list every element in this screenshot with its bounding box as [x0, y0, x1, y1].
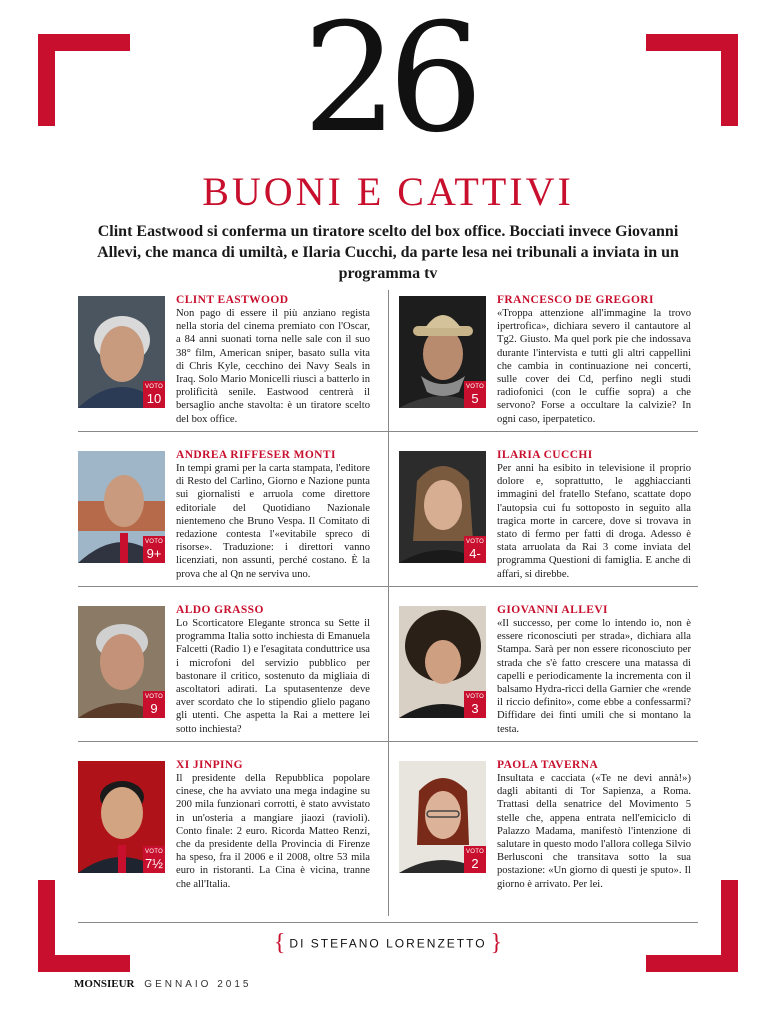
- entry-body: In tempi grami per la carta stampata, l'editore di Resto del Carlino, Giorno e Nazione punta sui giornalisti e arruola come direttore editoriale del Quotidiano Nazionale nientemeno che Bruno Vespa. Il Comitato di redazione contesta l'«evitabile spreco di risorse». Traduzione: i direttori vanno licenziati, non assunti, perché costano. È la prova che al Qn ne serviva uno.: [176, 463, 370, 580]
- vote-badge: VOTO 9+: [143, 536, 165, 563]
- entry-name: ALDO GRASSO: [176, 604, 264, 616]
- brace-open: {: [273, 930, 286, 956]
- column-divider: [388, 290, 389, 916]
- author-credit: DI STEFANO LORENZETTO: [289, 936, 487, 951]
- entry-aldo-grasso: [78, 603, 368, 748]
- vote-badge: VOTO 10: [143, 381, 165, 408]
- vote-badge: VOTO 3: [464, 691, 486, 718]
- entry-francesco-de-gregori: [399, 293, 689, 438]
- entry-name: GIOVANNI ALLEVI: [497, 604, 608, 616]
- portrait-photo: [399, 761, 486, 873]
- brace-close: }: [490, 930, 503, 956]
- magazine-logo: MONSIEUR: [74, 978, 135, 990]
- portrait-photo: [78, 606, 165, 718]
- vote-badge: VOTO 2: [464, 846, 486, 873]
- portrait-photo: [78, 451, 165, 563]
- frame-corner-bottom-right-v: [721, 880, 738, 972]
- entry-body: Lo Scorticatore Elegante stronca su Sette il programma Italia sotto inchiesta di Emanuela Falcetti (Radio 1) e l'esagitata conduttrice usa i microfoni del servizio pubblico per bastonare il critico, sostenuto da migliaia di ascoltatori adirati. La sputasentenze deve aver scordato che lo stipendio glielo pagano gli utenti. Che aspetta la Rai a mettere lei sotto inchiesta?: [176, 618, 370, 735]
- entry-xi-jinping: [78, 758, 368, 903]
- vote-badge: VOTO 5: [464, 381, 486, 408]
- entry-name: ANDREA RIFFESER MONTI: [176, 449, 336, 461]
- portrait-photo: [399, 451, 486, 563]
- entry-andrea-riffeser-monti: [78, 448, 368, 593]
- byline: [0, 930, 776, 957]
- portrait-photo: [78, 761, 165, 873]
- portrait-photo: [78, 296, 165, 408]
- entry-ilaria-cucchi: [399, 448, 689, 593]
- page-title: BUONI E CATTIVI: [202, 169, 574, 214]
- byline-divider: [78, 922, 698, 923]
- entry-paola-taverna: [399, 758, 689, 903]
- entry-clint-eastwood: [78, 293, 368, 438]
- portrait-photo: [399, 296, 486, 408]
- entry-name: CLINT EASTWOOD: [176, 294, 289, 306]
- entry-body: Per anni ha esibito in televisione il proprio dolore e, soprattutto, le agghiaccianti immagini del fratello Stefano, scattate dopo l'autopsia cui fu sottoposto in seguito alla tragica morte in carcere, dove si trovava in stato di fermo per fatti di droga. Adesso è stata arruolata da Rai 3 come inviata del programma Questioni di famiglia. E anche di affari, si direbbe.: [497, 463, 691, 580]
- vote-badge: VOTO 7½: [143, 846, 165, 873]
- entry-body: Il presidente della Repubblica popolare cinese, che ha avviato una mega indagine su 200 mila funzionari corrotti, è stato avvistato in un'osteria a mangiare jiaozi (ravioli). Conto finale: 2 euro. Ricorda Matteo Renzi, che da presidente della Provincia di Firenze ha speso, fra il 2006 e il 2008, oltre 53 mila euro in ristoranti. La Cina è vicina, tranne che all'Italia.: [176, 773, 370, 890]
- vote-badge: VOTO 4-: [464, 536, 486, 563]
- entry-body: Non pago di essere il più anziano regista nella storia del cinema premiato con l'Oscar, a 84 anni suonati torna nelle sale con il suo 38° film, American sniper, basato sulla vita di Chris Kyle, cecchino dei Navy Seals in Iraq. Solo Mario Monicelli riuscì a batterlo in prolificità senile. Eastwood centrerà il bersaglio anche stavolta: è un tiratore scelto del box office.: [176, 308, 370, 425]
- ranking-number: 26: [302, 0, 474, 166]
- entry-body: Insultata e cacciata («Te ne devi annà!») dagli abitanti di Tor Sapienza, a Roma. Trattasi della senatrice del Movimento 5 stelle che, appena entrata nell'emiciclo di Palazzo Madama, manifestò l'intenzione di salutare in questo modo l'allora collega Silvio Berlusconi che transitava sotto la sua postazione: «Un giorno di questi je sputo». Il giorno è arrivato. Per lei.: [497, 773, 691, 890]
- page-footer: [74, 978, 251, 990]
- entry-giovanni-allevi: [399, 603, 689, 748]
- entry-name: FRANCESCO DE GREGORI: [497, 294, 654, 306]
- entry-name: PAOLA TAVERNA: [497, 759, 599, 771]
- frame-corner-bottom-left-v: [38, 880, 55, 972]
- entry-name: XI JINPING: [176, 759, 243, 771]
- entry-body: «Troppa attenzione all'immagine la trovo ipertrofica», dichiara severo il cantautore al Tg2. Giusto. Ma quel pork pie che indossava durante l'intervista e tutti gli altri cappellini che cambia in continuazione nei concerti, sulle cover dei Cd, perfino negli studi radiofonici (con le cuffie sopra) a che servono? Forse a occultare la calvizie? In ogni caso, iperpatetico.: [497, 308, 691, 425]
- entry-body: «Il successo, per come lo intendo io, non è essere riconosciuti per strada», dichiara alla Stampa. Sarà per non essere riconosciuto per strada che s'è fatto crescere una matassa di capelli e periodicamente la incrementa con il balsamo Hydra-ricci della Garnier che «rende il riccio definito», come ebbe a confessarmi? Diffidare dei finti umili che si montano la testa.: [497, 618, 691, 735]
- entry-name: ILARIA CUCCHI: [497, 449, 593, 461]
- issue-date: GENNAIO 2015: [144, 979, 252, 990]
- vote-badge: VOTO 9: [143, 691, 165, 718]
- portrait-photo: [399, 606, 486, 718]
- intro-paragraph: Clint Eastwood si conferma un tiratore scelto del box office. Bocciati invece Giovanni Allevi, che manca di umiltà, e Ilaria Cucchi, da parte lesa nei tribunali a inviata in un programma tv: [97, 223, 679, 282]
